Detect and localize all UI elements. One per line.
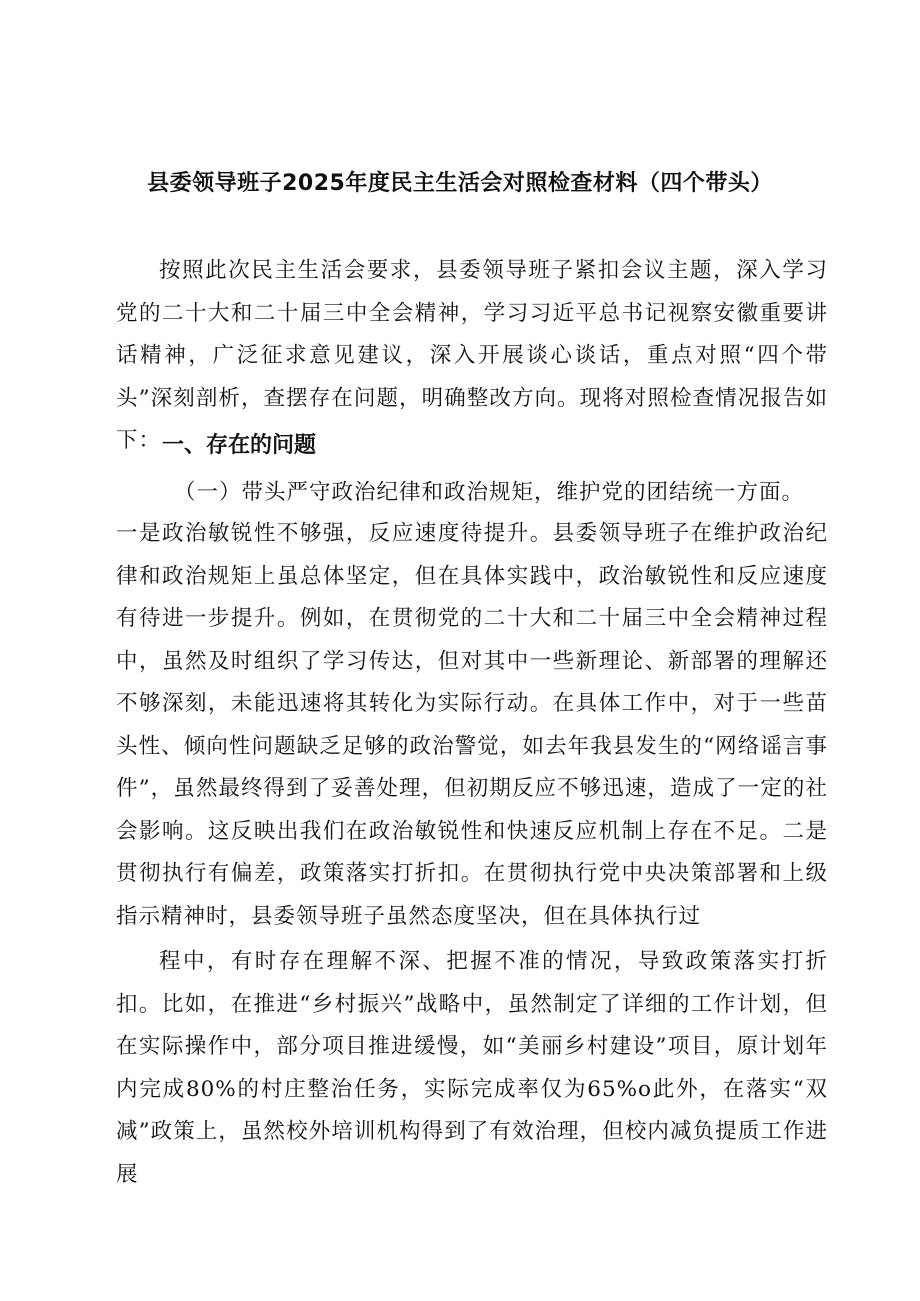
document-title: 县委领导班子2025年度民主生活会对照检查材料（四个带头） <box>147 171 773 196</box>
problem-paragraph-2 <box>116 941 828 1196</box>
section-heading-problems: 一、存在的问题 <box>162 433 317 458</box>
problem-paragraph-1 <box>116 513 828 938</box>
problem-paragraph-1-text: 一是政治敏锐性不够强，反应速度待提升。县委领导班子在维护政治纪律和政治规矩上虽总体坚定，但在具体实践中，政治敏锐性和反应速度有待进一步提升。例如，在贯彻党的二十大和二十届三中全会精神过程中，虽然及时组织了学习传达，但对其中一些新理论、新部署的理解还不够深刻，未能迅速将其转化为实际行动。在具体工作中，对于一些苗头性、倾向性问题缺乏足够的政治警觉，如去年我县发生的“网络谣言事件”，虽然最终得到了妥善处理，但初期反应不够迅速，造成了一定的社会影响。这反映出我们在政治敏锐性和快速反应机制上存在不足。二是贯彻执行有偏差，政策落实打折扣。在贯彻执行党中央决策部署和上级指示精神时，县委领导班子虽然态度坚决，但在具体执行过 <box>116 521 828 929</box>
intro-text: 按照此次民主生活会要求，县委领导班子紧扣会议主题，深入学习党的二十大和二十届三中全会精神，学习习近平总书记视察安徽重要讲话精神，广泛征求意见建议，深入开展谈心谈话，重点对照“四个带头”深刻剖析，查摆存在问题，明确整改方向。现将对照检查情况报告如下： <box>116 258 828 453</box>
problem-paragraph-2-text: 程中，有时存在理解不深、把握不准的情况，导致政策落实打折扣。比如，在推进“乡村振兴”战略中，虽然制定了详细的工作计划，但在实际操作中，部分项目推进缓慢，如“美丽乡村建设”项目，原计划年内完成80%的村庄整治任务，实际完成率仅为65%o此外，在落实“双减”政策上，虽然校外培训机构得到了有效治理，但校内减负提质工作进展 <box>116 949 828 1187</box>
subsection-heading-political-discipline: （一）带头严守政治纪律和政治规矩，维护党的团结统一方面。 <box>174 480 805 505</box>
